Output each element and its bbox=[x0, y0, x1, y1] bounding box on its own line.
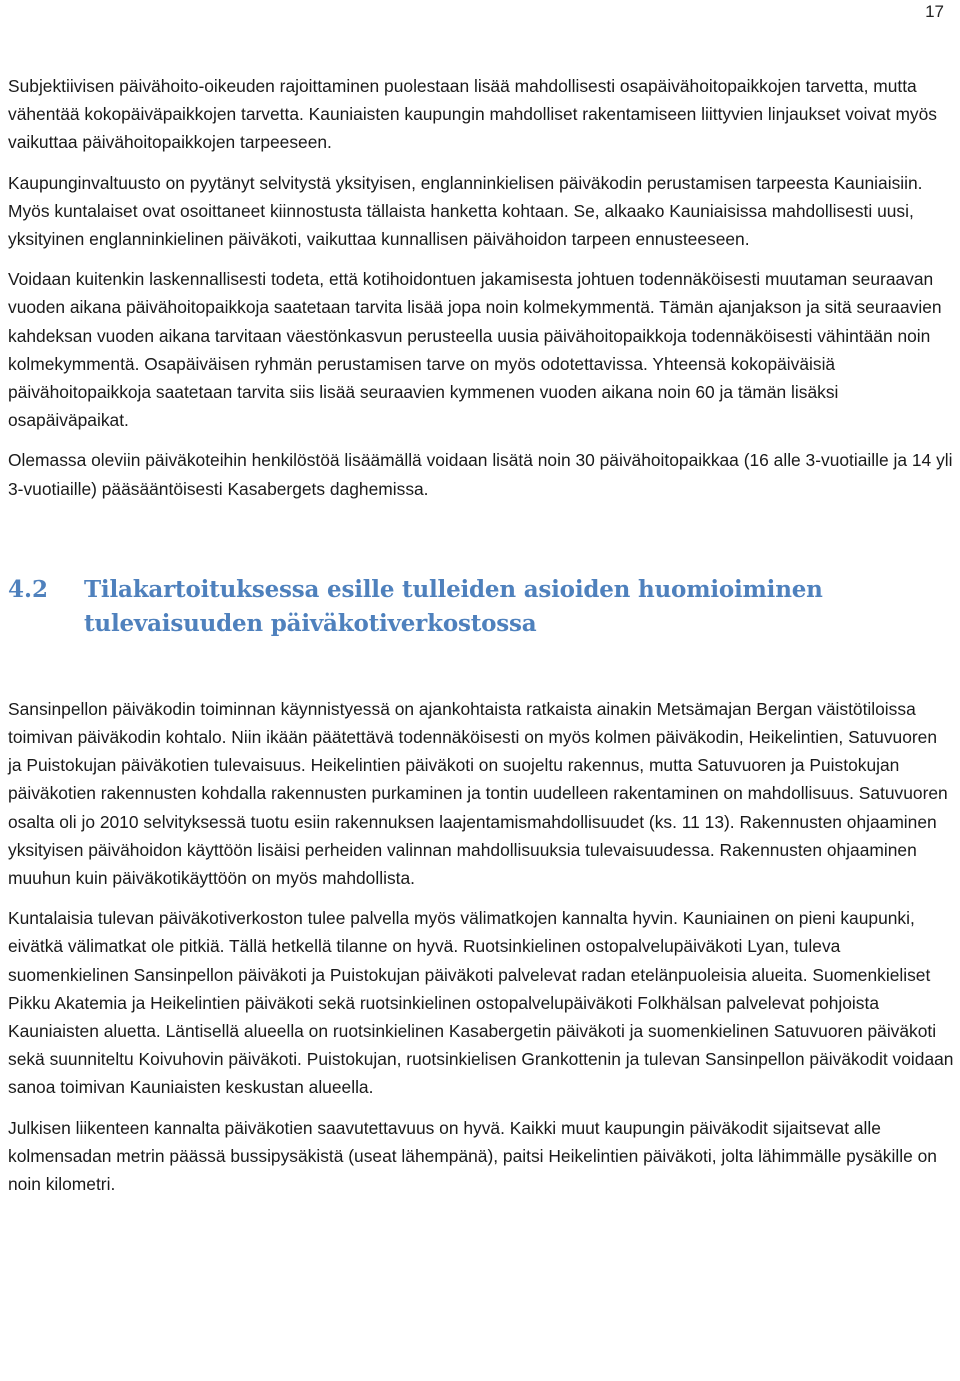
paragraph-sansinpelto-opening: Sansinpellon päiväkodin toiminnan käynnistyessä on ajankohtaista ratkaista ainakin Metsämajan Bergan väistötiloissa toimivan päiväkodin kohtalo. Niin ikään päätettävä todennäköisesti on myös kolmen päiväkodin, Heikelintien, Satuvuoren ja Puistokujan päiväkotien tulevaisuus. Heikelintien päiväkoti on suojeltu rakennus, mutta Satuvuoren ja Puistokujan päiväkotien rakennusten kohdalla rakennusten purkaminen ja tontin uudelleen rakentaminen on mahdollisuus. Satuvuoren osalta oli jo 2010 selvityksessä tuotu esiin rakennuksen laajentamismahdollisuudet (ks. 11 13). Rakennusten ohjaaminen yksityisen päivähoidon käyttöön lisäisi perheiden valinnan mahdollisuuksia tulevaisuudessa. Rakennusten ohjaaminen muuhun kuin päiväkotikäyttöön on myös mahdollista. bbox=[8, 698, 948, 889]
paragraph-distances: Kuntalaisia tulevan päiväkotiverkoston tulee palvella myös välimatkojen kannalta hyvin. Kauniainen on pieni kaupunki, eivätkä välimatkat ole pitkiä. Tällä hetkellä tilanne on hyvä. Ruotsinkielinen ostopalvelupäiväkoti Lyan, tuleva suomenkielinen Sansinpellon päiväkoti ja Puistokujan päiväkoti palvelevat radan etelänpuoleisia alueita. Suomenkieliset Pikku Akatemia ja Heikelintien päiväkoti sekä ruotsinkielinen ostopalvelupäiväkoti Folkhälsan palvelevat pohjoista Kauniaisten aluetta. Läntisellä alueella on ruotsinkielinen Kasabergetin päiväkoti ja suomenkielinen Satuvuoren päiväkoti sekä suunniteltu Koivuhovin päiväkoti. Puistokujan, ruotsinkielisen Grankottenin ja tulevan Sansinpellon päiväkodit voidaan sanoa toimivan Kauniaisten keskustan alueella. bbox=[8, 908, 954, 1098]
section-heading bbox=[8, 573, 954, 641]
section-heading-block bbox=[8, 573, 954, 641]
document-body bbox=[8, 72, 954, 1198]
paragraph-staff-increase: Olemassa oleviin päiväkoteihin henkilöstöä lisäämällä voidaan lisätä noin 30 päivähoitopaikkaa (16 alle 3-vuotiaille ja 14 yli 3-vuotiaille) pääsääntöisesti Kasabergets daghemissa. bbox=[8, 450, 953, 499]
paragraph-subjective-daycare-right: Subjektiivisen päivähoito-oikeuden rajoittaminen puolestaan lisää mahdollisesti osapäivähoitopaikkojen tarvetta, mutta vähentää kokopäiväpaikkojen tarvetta. Kauniaisten kaupungin mahdolliset rakentamiseen liittyvien linjaukset voivat myös vaikuttaa päivähoitopaikkojen tarpeeseen. bbox=[8, 76, 937, 153]
section-number: 4.2 bbox=[8, 575, 49, 603]
paragraph-public-transport: Julkisen liikenteen kannalta päiväkotien saavutettavuus on hyvä. Kaikki muut kaupungin päiväkodit sijaitsevat alle kolmensadan metrin päässä bussipysäkistä (useat lähempänä), paitsi Heikelintien päiväkoti, jolta lähimmälle pysäkille on noin kilometri. bbox=[8, 1117, 937, 1195]
section-title: Tilakartoituksessa esille tulleiden asioiden huomioiminen tulevaisuuden päiväkotiverkostossa bbox=[84, 575, 823, 637]
page-number: 17 bbox=[925, 2, 944, 21]
paragraph-english-daycare: Kaupunginvaltuusto on pyytänyt selvitystä yksityisen, englanninkielisen päiväkodin perustamisen tarpeesta Kauniaisiin. Myös kuntalaiset ovat osoittaneet kiinnostusta tällaista hanketta kohtaan. Se, alkaako Kauniaisissa mahdollisesti uusi, yksityinen englanninkielinen päiväkoti, vaikuttaa kunnallisen päivähoidon tarpeen ennusteeseen. bbox=[8, 172, 923, 250]
paragraph-daycare-demand-estimate: Voidaan kuitenkin laskennallisesti todeta, että kotihoidontuen jakamisesta johtuen todennäköisesti muutaman seuraavan vuoden aikana päivähoitopaikkoja saatetaan tarvita lisää jopa noin kolmekymmentä. Tämän ajanjakson ja sitä seuraavien kahdeksan vuoden aikana tarvitaan väestönkasvun perusteella uusia päivähoitopaikkoja todennäköisesti vähintään noin kolmekymmentä. Osapäiväisen ryhmän perustamisen tarve on myös odotettavissa. Yhteensä kokopäiväisiä päivähoitopaikkoja saatetaan tarvita siis lisää seuraavien kymmenen vuoden aikana noin 60 ja tämän lisäksi osapäiväpaikat. bbox=[8, 269, 942, 431]
